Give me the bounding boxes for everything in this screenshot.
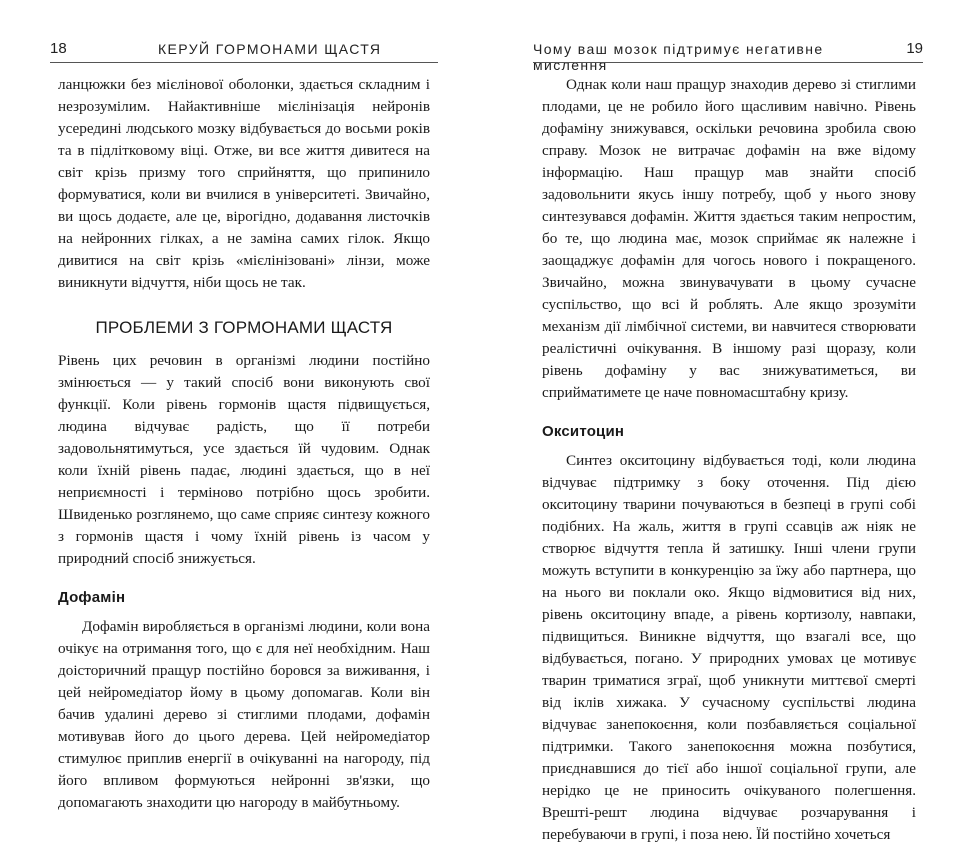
left-page-body: [58, 74, 430, 814]
oxytocin-paragraph: Синтез окситоцину відбувається тоді, коли людина відчуває підтримку з боку оточення. Під дією окситоцину тварини почуваються в безпеці в групі собі подібних. На жаль, життя в групі ссавців аж ніяк не створює відчуття тепла й затишку. Інші члени групи можуть вступити в конкуренцію за їжу або партнера, що на нього ви поклали око. Якщо відмовитися від них, рівень окситоцину впаде, а рівень кортизолу, навпаки, підвищиться. Виникне відчуття, що взагалі все, що відбувається, погано. У природних умовах це мотивує тварин триматися зграї, щоб уникнути миттєвої смерті від іклів хижака. У сучасному суспільстві людина відчуває занепокоєння, коли позбавляється соціальної підтримки. Такого занепокоєння можна позбутися, приєднавшися до тієї або іншої соціальної групи, але нерідко це не приносить очікуваного полегшення. Врешті-решт людина відчуває розчарування і перебуваючи в групі, і поза нею. Їй постійно хочеться: [542, 452, 916, 843]
dopamine-subheading: Дофамін: [58, 589, 126, 606]
right-page: [485, 0, 970, 843]
left-page-number: 18: [50, 40, 67, 57]
section-heading: ПРОБЛЕМИ З ГОРМОНАМИ ЩАСТЯ: [95, 318, 393, 337]
dopamine-continued-paragraph: Однак коли наш пращур знаходив дерево зі стиглими плодами, це не робило його щасливим навічно. Рівень дофаміну знижувався, оскільки речовина зробила свою справу. Мозок не витрачає дофамін на вже відому інформацію. Наш пращур мав знайти спосіб задовольнити якусь іншу потребу, щоб у нього знову синтезувався дофамін. Життя здається таким непростим, бо те, що людина має, мозок сприймає як належне і заощаджує дофамін для чогось нового і покращеного. Звичайно, можна звинувачувати в цьому сучасне суспільство, що всі й роблять. Але якщо зрозуміти механізм дії лімбічної системи, ви навчитеся створювати реалістичні очікування. В іншому разі щоразу, коли рівень дофаміну у вас знижуватиметься, ви сприйматимете це наче повномасштабну кризу.: [542, 76, 916, 401]
left-intro-paragraph: ланцюжки без мієлінової оболонки, здається складним і незрозумілим. Найактивніше мієлінізація нейронів усередині людського мозку відбувається до восьми років та в підлітковому віці. Отже, ви все життя дивитеся на світ крізь призму того сприйняття, що припинило формуватися, коли ви вчилися в університеті. Звичайно, ви щось додаєте, але це, вірогідно, додавання листочків на нейронних гілках, а не заміна самих гілок. Якщо дивитися на світ крізь «мієлінізовані» лінзи, може виникнути відчуття, ніби щось не так.: [58, 76, 430, 291]
left-running-title: КЕРУЙ ГОРМОНАМИ ЩАСТЯ: [158, 41, 382, 57]
left-page: [0, 0, 485, 811]
oxytocin-subheading: Окситоцин: [542, 423, 625, 440]
left-page-header: [50, 40, 438, 62]
right-page-header: [533, 40, 923, 73]
section-paragraph: Рівень цих речовин в організмі людини постійно змінюється — у такий спосіб вони виконують свої функції. Коли рівень гормонів щастя підвищується, людина відчуває радість, що її потреби задовольнятимуться, усе здається їй чудовим. Однак коли їхній рівень падає, людині здається, що в неї неприємності і терміново потрібно щось зробити. Швиденько розглянемо, що саме сприяє синтезу кожного з гормонів щастя і чому їхній рівень із часом у природний спосіб знижується.: [58, 352, 430, 567]
right-header-rule: [533, 62, 923, 63]
right-page-body: [542, 74, 916, 846]
dopamine-paragraph: Дофамін виробляється в організмі людини, коли вона очікує на отримання того, що є для неї необхідним. Наш доісторичний пращур постійно боровся за виживання, і цей нейромедіатор йому в цьому допомагав. Коли він бачив удалині дерево зі стиглими плодами, дофамін мотивував його до цього дерева. Цей нейромедіатор стимулює приплив енергії в очікуванні на нагороду, під його впливом формуються нейронні зв'язки, що допомагають знаходити цю нагороду в майбутньому.: [58, 618, 430, 811]
right-page-number: 19: [906, 40, 923, 57]
right-running-title: Чому ваш мозок підтримує негативне мислення: [533, 41, 824, 73]
left-header-rule: [50, 62, 438, 63]
